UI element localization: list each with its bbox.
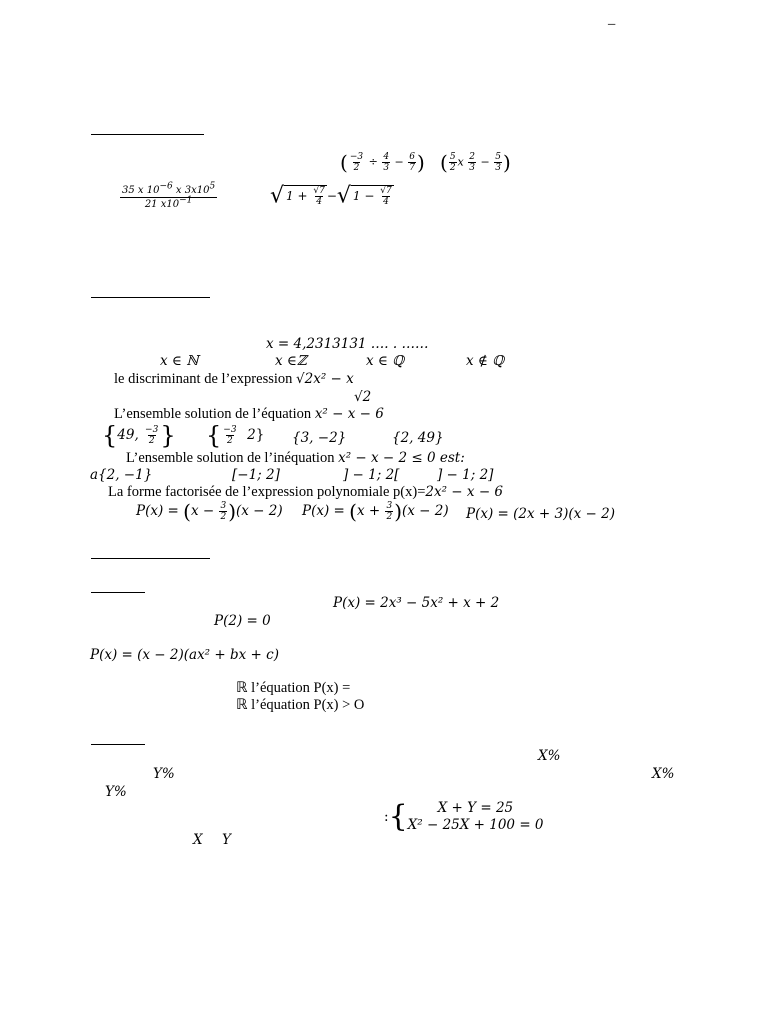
system-equation-1: X + Y = 25 [437,800,514,816]
exercise-3-subheading-rule [91,592,145,593]
equation-option-3: {3, −2} [292,430,347,446]
x-decimal-value: x = 4,2313131 …. . …… [266,336,429,352]
system-brace: { [388,799,408,834]
factor-label: La forme factorisée de l’expression polynomiale p(x)= [108,484,426,500]
p-of-two: P(2) = 0 [214,613,271,629]
factor-question [108,484,503,500]
inequation-label: L’ensemble solution de l’inéquation [126,450,335,466]
x-percent-1: X% [538,748,561,764]
discriminant-label: le discriminant de l’expression [114,371,293,387]
equation-option-1: {49, $\frac{-3}{2}$ } [102,421,176,450]
inequation-option-1: a{2, −1} [90,467,153,483]
set-option-rationals: x ∈ ℚ [366,353,404,369]
factor-option-1: P(x) = (x − $\frac{3}{2}$ )(x − 2) [136,499,283,524]
inequation-expression: x² − x − 2 ≤ 0 est: [338,450,465,466]
y-percent-2: Y% [105,784,127,800]
factor-expression: 2x² − x − 6 [425,484,504,500]
equation-option-4: {2, 49} [392,430,444,446]
equation-system [384,800,544,834]
solve-equation-line: ℝ l’équation P(x) = [236,680,351,696]
set-option-integers: x ∈ℤ [275,353,307,369]
variable-y: Y [222,832,231,848]
system-equation-2: X² − 25X + 100 = 0 [407,817,544,833]
inequation-option-4: ] − 1; 2] [437,467,494,483]
fraction-expression-b: ( $\frac{5}{2}$ x $\frac{2}{3}$ − $\frac{5}{3}$ ) [440,150,511,175]
system-colon: : [384,809,389,825]
variable-x: X [193,832,203,848]
scientific-fraction [120,181,217,211]
y-percent-1: Y% [153,766,175,782]
equation-label: L’ensemble solution de l’équation [114,406,312,422]
equation-expression: x² − x − 6 [314,406,384,422]
radical-expression: √ 1 + $\frac{√7}{4}$ −√ 1 − $\frac{√7}{4}$ [270,183,392,209]
section-3-heading-rule [91,558,210,559]
inequation-question [126,450,465,466]
set-option-naturals: x ∈ ℕ [160,353,199,369]
equation-option-2: { $\frac{-3}{2}$ 2} [206,421,265,450]
fraction-expression-a: ( $\frac{-3}{2}$ ÷ $\frac{4}{3}$ − $\frac{6}{7}$ ) [340,150,425,175]
header-dash: – [608,16,616,32]
discriminant-expression: √2x² − x [296,371,354,387]
discriminant-denominator: √2 [354,389,372,405]
polynomial-factored: P(x) = (x − 2)(ax² + bx + c) [90,647,279,663]
set-option-not-rationals: x ∉ ℚ [466,353,504,369]
polynomial-definition: P(x) = 2x³ − 5x² + x + 2 [333,595,500,611]
x-percent-2: X% [652,766,675,782]
discriminant-question [114,371,354,387]
equation-question [114,406,384,422]
section-2-heading-rule [91,297,210,298]
factor-option-2: P(x) = (x + $\frac{3}{2}$ )(x − 2) [302,499,449,524]
scientific-denominator: 21 $x10^{-1}$ [144,195,193,210]
inequation-option-3: ] − 1; 2[ [343,467,400,483]
section-1-heading-rule [91,134,204,135]
solve-inequation-line: ℝ l’équation P(x) > O [236,697,365,713]
factor-option-3: P(x) = (2x + 3)(x − 2) [466,506,615,522]
inequation-option-2: [−1; 2] [232,467,280,483]
exercise-4-subheading-rule [91,744,145,745]
scientific-numerator: 35 x $10^{-6}$ x $3x10^5$ [122,181,216,196]
